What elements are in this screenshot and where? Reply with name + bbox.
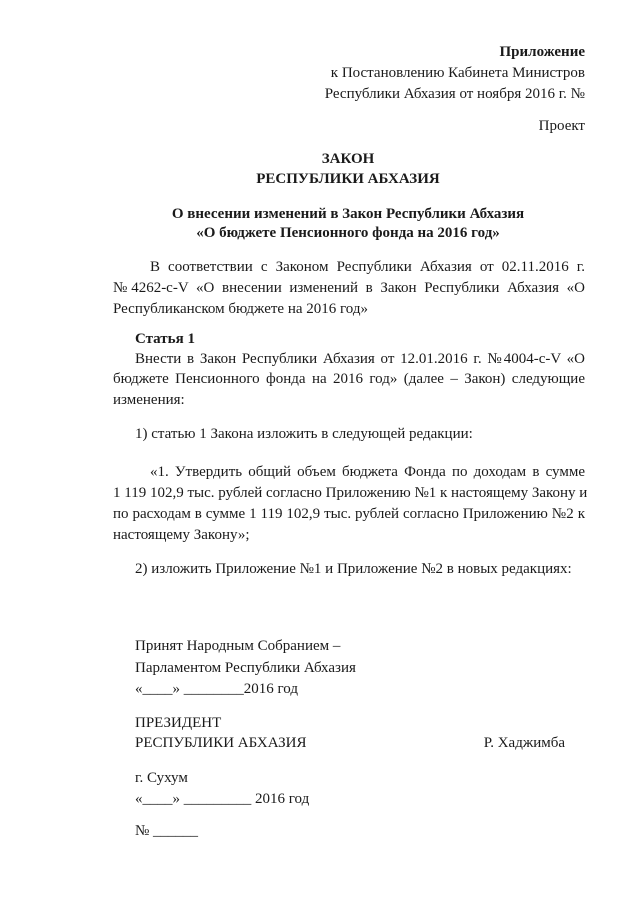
article-intro-line: Внести в Закон Республики Абхазия от 12.01.2016 г. №4004-с-V «О xyxy=(135,351,585,367)
quote-line: «1. Утвердить общий объем бюджета Фонда по доходам в сумме xyxy=(150,464,585,480)
draft-label: Проект xyxy=(538,118,585,134)
law-subtitle: О внесении изменений в Закон Республики Абхазия xyxy=(171,206,525,222)
place-city: г. Сухум xyxy=(135,770,188,786)
preamble-line: В соответствии с Законом Республики Абхазия от 02.11.2016 г. xyxy=(150,259,585,275)
appendix-ref-line: к Постановлению Кабинета Министров xyxy=(330,65,585,81)
place-date: «____» _________ 2016 год xyxy=(135,791,310,807)
appendix-ref-line: Республики Абхазия от ноября 2016 г. № xyxy=(324,86,585,102)
adoption-line: Принят Народным Собранием – xyxy=(135,638,341,654)
quote-line: 1 119 102,9 тыс. рублей согласно Приложению №1 к настоящему Закону и xyxy=(113,485,588,501)
article-heading: Статья 1 xyxy=(135,331,195,347)
signatory-name: Р. Хаджимба xyxy=(483,735,565,751)
adoption-date: «____» ________2016 год xyxy=(135,681,298,697)
quote-line: по расходам в сумме 1 119 102,9 тыс. рублей согласно Приложению №2 к xyxy=(113,506,585,522)
adoption-line: Парламентом Республики Абхазия xyxy=(135,660,356,676)
law-subtitle: «О бюджете Пенсионного фонда на 2016 год» xyxy=(196,225,500,241)
signatory-title: ПРЕЗИДЕНТ xyxy=(135,715,222,731)
preamble-line: №4262-с-V «О внесении изменений в Закон Республики Абхазия «О xyxy=(113,280,585,296)
law-title: ЗАКОН xyxy=(321,151,375,167)
quote-line: настоящему Закону»; xyxy=(113,527,250,543)
article-intro-line: бюджете Пенсионного фонда на 2016 год» (далее – Закон) следующие xyxy=(113,371,585,387)
article-intro-line: изменения: xyxy=(113,392,185,408)
signatory-title: РЕСПУБЛИКИ АБХАЗИЯ xyxy=(135,735,307,751)
amendment-item-1: 1) статью 1 Закона изложить в следующей редакции: xyxy=(135,426,473,442)
preamble-line: Республиканском бюджете на 2016 год» xyxy=(113,301,368,317)
amendment-item-2: 2) изложить Приложение №1 и Приложение №2 в новых редакциях: xyxy=(135,561,572,577)
appendix-label: Приложение xyxy=(499,44,585,60)
document-number: № ______ xyxy=(135,823,199,839)
law-title: РЕСПУБЛИКИ АБХАЗИЯ xyxy=(256,171,440,187)
